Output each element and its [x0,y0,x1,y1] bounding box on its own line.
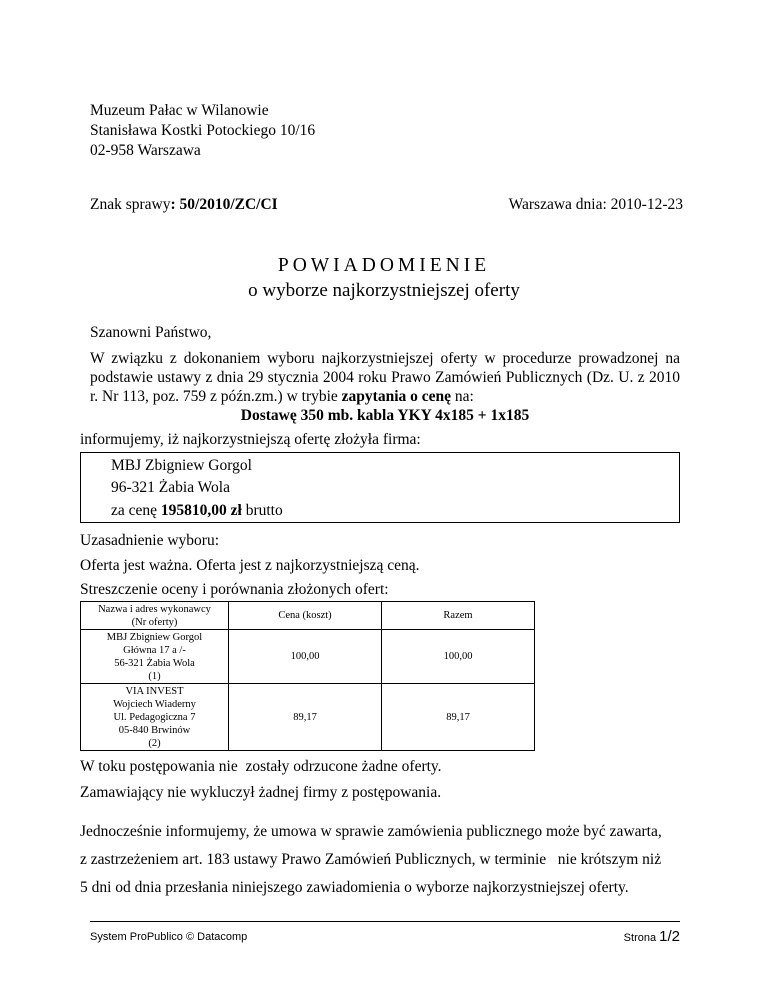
page-number: 1/2 [659,928,680,945]
document-subtitle: o wyborze najkorzystniejszej oferty [248,280,520,301]
contractor-line: (2) [148,737,161,749]
footer-page [624,928,680,945]
header-total: Razem [382,602,535,630]
winner-price-suffix: brutto [241,502,283,519]
sender-address [90,101,315,161]
contractor-line: VIA INVEST [125,685,184,697]
rejected-note: W toku postępowania nie zostały odrzucone żadne oferty. [80,758,442,775]
winner-name: MBJ Zbigniew Gorgol [111,457,252,474]
contractor-line: (1) [148,670,161,682]
winner-price-prefix: za cenę [111,502,161,519]
excluded-note: Zamawiający nie wykluczył żadnej firmy z postępowania. [80,784,442,801]
order-subject: Dostawę 350 mb. kabla YKY 4x185 + 1x185 [240,407,530,424]
header-contractor-line2: (Nr oferty) [131,616,178,628]
winner-price [111,501,283,520]
final-line-2: z zastrzeżeniem art. 183 ustawy Prawo Zamówień Publicznych, w terminie nie krótszym niż [80,851,662,868]
contractor-cell [81,630,229,684]
document-title: POWIADOMIENIE [277,255,491,276]
final-paragraph [80,818,680,902]
contractor-line: MBJ Zbigniew Gorgol [106,631,203,643]
contractor-line: 56-321 Żabia Wola [114,657,195,669]
contractor-line: Ul. Pedagogiczna 7 [113,711,196,723]
document-date: Warszawa dnia: 2010-12-23 [508,196,683,213]
summary-label: Streszczenie oceny i porównania złożonych ofert: [80,581,389,598]
price-cell: 100,00 [229,630,382,684]
winner-box [80,452,680,523]
table-header-row [81,602,535,630]
intro-text: W związku z dokonaniem wyboru najkorzystniejszej oferty w procedurze prowadzonej na podstawie ustawy z dnia 29 stycznia 2004 roku Prawo Zamówień Publicznych (Dz. U. z 2010 r. Nr 113, poz. 759 z późn.zm.) w trybie [90,350,680,405]
winner-city: 96-321 Żabia Wola [111,479,230,496]
justification-label: Uzasadnienie wyboru: [80,532,220,549]
total-cell: 89,17 [382,684,535,751]
table-row [81,684,535,751]
sender-street: Stanisława Kostki Potockiego 10/16 [90,122,316,139]
header-contractor [81,602,229,630]
final-line-1: Jednocześnie informujemy, że umowa w sprawie zamówienia publicznego może być zawarta, [80,823,662,840]
case-reference [90,195,278,214]
header-contractor-line1: Nazwa i adres wykonawcy [98,603,211,615]
intro-paragraph [90,349,680,406]
header-price: Cena (koszt) [229,602,382,630]
sender-name: Muzeum Pałac w Wilanowie [90,102,269,119]
case-reference-value: : 50/2010/ZC/CI [170,196,278,213]
procedure-mode: zapytania o cenę [341,388,452,405]
footer-divider [90,921,680,922]
winner-price-value: 195810,00 zł [160,502,242,519]
contractor-cell [81,684,229,751]
sender-city: 02-958 Warszawa [90,142,201,159]
contractor-line: 05-840 Brwinów [118,724,191,736]
contractor-line: Wojciech Wiaderny [113,698,196,710]
price-cell: 89,17 [229,684,382,751]
justification-text: Oferta jest ważna. Oferta jest z najkorzystniejszą ceną. [80,557,420,574]
page-label: Strona [623,932,660,944]
total-cell: 100,00 [382,630,535,684]
intro-text-end: na: [451,388,474,405]
final-line-3: 5 dni od dnia przesłania niniejszego zawiadomienia o wyborze najkorzystniejszej oferty. [80,879,629,896]
offers-table [80,601,535,751]
table-row [81,630,535,684]
greeting: Szanowni Państwo, [90,324,212,341]
footer-system: System ProPublico © Datacomp [90,931,248,943]
case-reference-label: Znak sprawy [90,196,171,213]
inform-line: informujemy, iż najkorzystniejszą ofertę złożyła firma: [80,431,421,448]
contractor-line: Główna 17 a /- [123,644,186,656]
